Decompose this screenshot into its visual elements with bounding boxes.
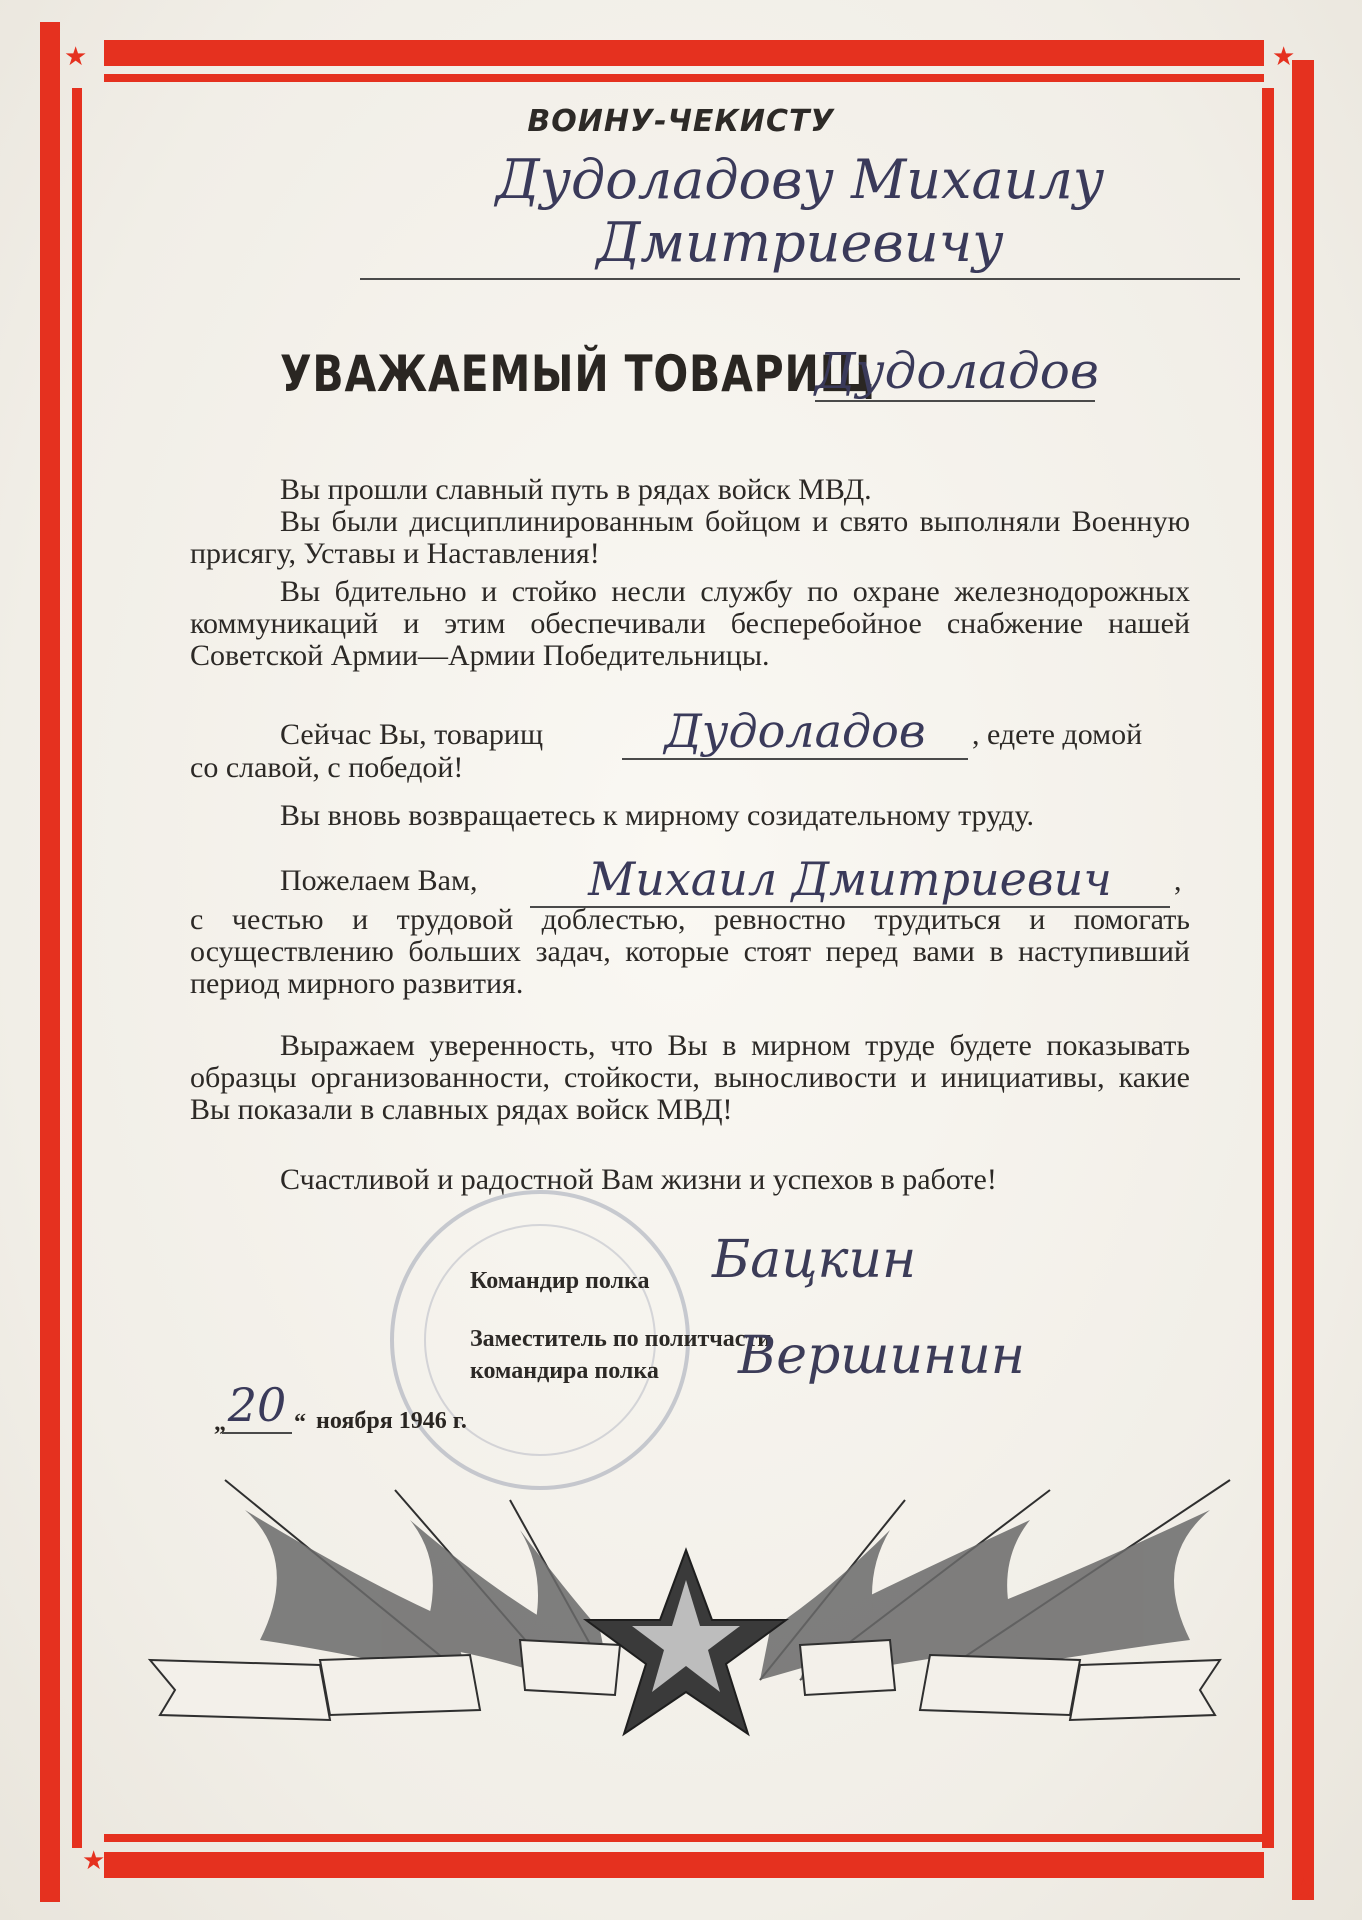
date-month-year: ноября 1946 г. (316, 1408, 467, 1434)
frame-bottom-thin (104, 1834, 1264, 1842)
paragraph-3: Вы бдительно и стойко несли службу по охране железнодорожных коммуникаций и этим обеспечивали бесперебойное снабжение нашей Советской Армии—Армии Победительницы. (190, 575, 1190, 672)
corner-star-icon: ★ (64, 42, 88, 72)
paragraph-4-cont: со славой, с победой! (190, 751, 464, 784)
corner-star-icon: ★ (1292, 1874, 1316, 1904)
deputy-signature: Вершинин (738, 1326, 1026, 1386)
paragraph-4-start: Сейчас Вы, товарищ (280, 718, 544, 751)
date-open-quote: „ (214, 1410, 226, 1436)
deputy-label-2: командира полка (470, 1358, 659, 1384)
paragraph-1: Вы прошли славный путь в рядах войск МВД. (280, 473, 872, 506)
deputy-label-1: Заместитель по политчасти (470, 1326, 772, 1352)
paragraph-8: Счастливой и радостной Вам жизни и успехов в работе! (280, 1163, 997, 1196)
paragraph-6-start: Пожелаем Вам, (280, 864, 478, 897)
frame-top-thin (104, 74, 1264, 82)
flags-emblem (0, 1470, 1362, 1770)
name-field-2: Дудоладов (622, 704, 968, 760)
commander-signature: Бацкин (712, 1230, 917, 1290)
date-close-quote: “ (294, 1410, 306, 1436)
page-title: УВАЖАЕМЫЙ ТОВАРИЩ (280, 345, 875, 403)
commander-label: Командир полка (470, 1268, 650, 1294)
paragraph-6-cont: с честью и трудовой доблестью, ревностно трудиться и помогать осуществлению больших задач, которые стоят перед вами в наступивший период мирного развития. (190, 903, 1190, 1000)
recipient-name: Дудоладову Михаилу Дмитриевичу (360, 148, 1240, 280)
date-day: 20 (222, 1378, 292, 1434)
paragraph-2: Вы были дисциплинированным бойцом и свято выполняли Военную присягу, Уставы и Наставления! (190, 505, 1190, 570)
corner-star-icon: ★ (1272, 42, 1296, 72)
heading: ВОИНУ-ЧЕКИСТУ (527, 104, 835, 139)
name-field-3: Михаил Дмитриевич (530, 852, 1170, 908)
frame-top-thick (104, 40, 1264, 66)
title-name-field: Дудоладов (815, 342, 1099, 400)
corner-star-icon: ★ (82, 1846, 106, 1876)
frame-bottom-thick (104, 1852, 1264, 1878)
paragraph-6-comma: , (1174, 864, 1182, 897)
paragraph-7: Выражаем уверенность, что Вы в мирном труде будете показывать образцы организованности, стойкости, выносливости и инициативы, какие Вы показали в славных рядах войск МВД! (190, 1029, 1190, 1126)
paragraph-4-end: , едете домой (972, 718, 1143, 751)
paragraph-5: Вы вновь возвращаетесь к мирному созидательному труду. (280, 799, 1035, 832)
